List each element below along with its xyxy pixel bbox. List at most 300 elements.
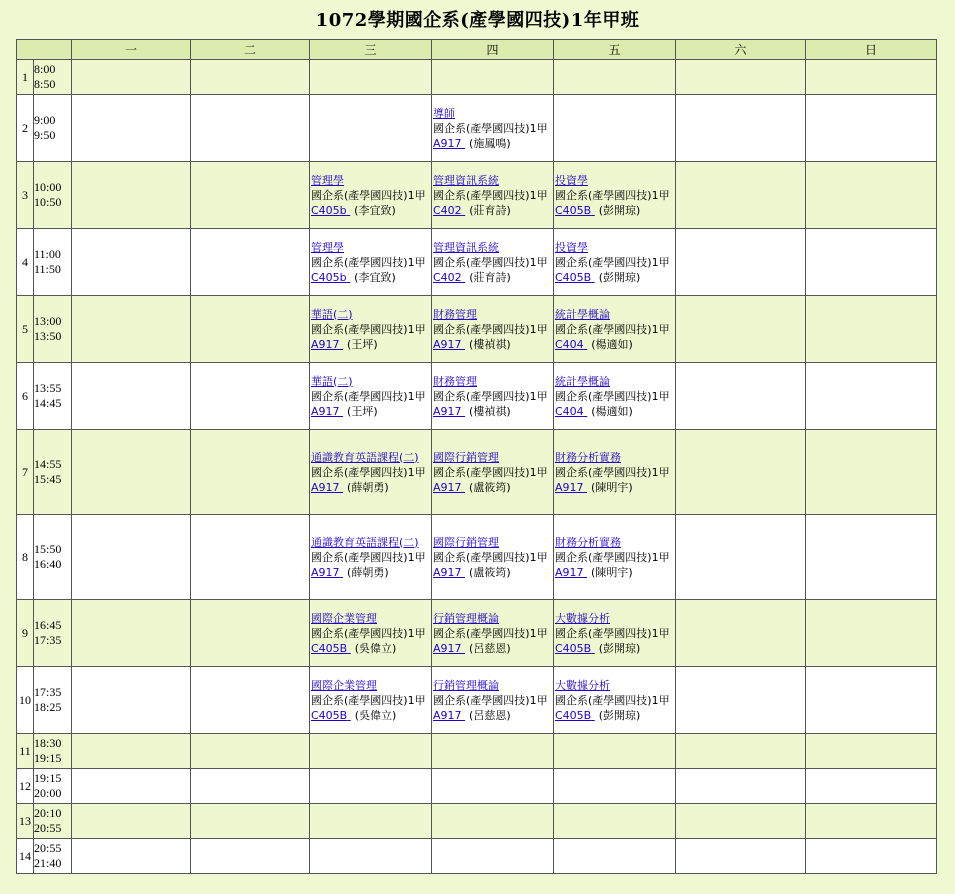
course-class: 國企系(產學國四技)1甲 — [433, 255, 548, 269]
room-link-trailing-space[interactable] — [462, 204, 466, 217]
slot-fri — [554, 769, 676, 804]
course-class: 國企系(產學國四技)1甲 — [311, 389, 426, 403]
course-name-link[interactable]: 華語(二) — [311, 374, 353, 388]
course-name-link[interactable]: 大數據分析 — [555, 611, 610, 625]
slot-wed — [310, 430, 432, 515]
period-end-time: 13:50 — [34, 329, 62, 343]
day-header-wed: 三 — [310, 40, 432, 60]
slot-mon — [72, 769, 191, 804]
slot-thu — [432, 600, 554, 667]
course-name-link[interactable]: 財務分析實務 — [555, 450, 621, 464]
period-start-time: 11:00 — [34, 247, 61, 261]
course-entry — [310, 374, 431, 419]
teacher-name: (莊育詩) — [469, 203, 511, 217]
teacher-name: (李宜致) — [354, 203, 396, 217]
course-name-link[interactable]: 管理資訊系統 — [433, 173, 499, 187]
room-teacher-line — [555, 270, 675, 285]
day-header-fri: 五 — [554, 40, 676, 60]
period-start-time: 9:00 — [34, 113, 56, 127]
period-row — [17, 162, 937, 229]
course-entry — [432, 173, 553, 218]
course-class: 國企系(產學國四技)1甲 — [555, 550, 670, 564]
room-link[interactable]: A917 — [433, 480, 462, 494]
slot-thu — [432, 95, 554, 162]
slot-tue — [191, 296, 310, 363]
course-name-link[interactable]: 國際行銷管理 — [433, 535, 499, 549]
slot-sun — [806, 430, 937, 515]
period-time — [34, 734, 72, 769]
course-entry — [310, 535, 431, 580]
slot-sun — [806, 769, 937, 804]
period-start-time: 8:00 — [34, 62, 56, 76]
room-link[interactable]: C405B — [555, 641, 592, 655]
room-link[interactable]: A917 — [555, 480, 584, 494]
page-title: 1072學期國企系(產學國四技)1年甲班 — [315, 10, 640, 31]
course-class: 國企系(產學國四技)1甲 — [555, 465, 670, 479]
course-class: 國企系(產學國四技)1甲 — [311, 322, 426, 336]
room-link-trailing-space[interactable] — [347, 204, 351, 217]
room-link[interactable]: C404 — [555, 404, 584, 418]
course-entry — [554, 307, 675, 352]
period-number: 2 — [17, 95, 34, 162]
teacher-name: (薛朝勇) — [347, 480, 389, 494]
slot-sat — [676, 600, 806, 667]
period-end-time: 15:45 — [34, 472, 62, 486]
room-teacher-line — [555, 337, 675, 352]
slot-mon — [72, 60, 191, 95]
slot-mon — [72, 363, 191, 430]
slot-tue — [191, 363, 310, 430]
period-time — [34, 95, 72, 162]
period-row — [17, 515, 937, 600]
slot-wed — [310, 769, 432, 804]
course-name-link[interactable]: 統計學概論 — [555, 307, 610, 321]
day-header-mon: 一 — [72, 40, 191, 60]
course-name-link[interactable]: 投資學 — [555, 240, 588, 254]
room-link[interactable]: C405B — [555, 708, 592, 722]
slot-sun — [806, 296, 937, 363]
period-row — [17, 229, 937, 296]
period-start-time: 16:45 — [34, 618, 62, 632]
slot-tue — [191, 804, 310, 839]
room-link-trailing-space[interactable] — [340, 566, 344, 579]
course-entry — [554, 374, 675, 419]
slot-sat — [676, 804, 806, 839]
room-link[interactable]: C405B — [311, 708, 348, 722]
slot-mon — [72, 804, 191, 839]
slot-wed — [310, 363, 432, 430]
room-link-trailing-space[interactable] — [340, 481, 344, 494]
period-start-time: 17:35 — [34, 685, 62, 699]
course-class: 國企系(產學國四技)1甲 — [555, 188, 670, 202]
room-teacher-line — [311, 337, 431, 352]
slot-sat — [676, 229, 806, 296]
room-link-trailing-space[interactable] — [584, 405, 588, 418]
room-teacher-line — [433, 136, 553, 151]
teacher-name: (莊育詩) — [469, 270, 511, 284]
slot-thu — [432, 430, 554, 515]
room-link[interactable]: A917 — [433, 337, 462, 351]
timetable-body — [17, 60, 937, 874]
slot-tue — [191, 162, 310, 229]
course-class: 國企系(產學國四技)1甲 — [555, 389, 670, 403]
room-link[interactable]: A917 — [433, 136, 462, 150]
room-link-trailing-space[interactable] — [462, 137, 466, 150]
room-link-trailing-space[interactable] — [591, 642, 595, 655]
teacher-name: (吳偉立) — [354, 641, 397, 655]
room-link[interactable]: A917 — [433, 565, 462, 579]
period-start-time: 14:55 — [34, 457, 62, 471]
slot-tue — [191, 229, 310, 296]
course-class: 國企系(產學國四技)1甲 — [311, 693, 426, 707]
period-start-time: 15:50 — [34, 542, 62, 556]
room-link-trailing-space[interactable] — [347, 271, 351, 284]
teacher-name: (呂慈恩) — [469, 641, 511, 655]
period-time — [34, 667, 72, 734]
room-teacher-line — [433, 708, 553, 723]
course-class: 國企系(產學國四技)1甲 — [433, 693, 548, 707]
period-end-time: 9:50 — [34, 128, 56, 142]
period-end-time: 10:50 — [34, 195, 62, 209]
slot-thu — [432, 229, 554, 296]
period-end-time: 14:45 — [34, 396, 62, 410]
slot-sat — [676, 515, 806, 600]
course-name-link[interactable]: 財務管理 — [433, 374, 477, 388]
course-name-link[interactable]: 國際企業管理 — [311, 611, 377, 625]
course-entry — [432, 535, 553, 580]
room-link[interactable]: C405B — [555, 270, 592, 284]
period-row — [17, 804, 937, 839]
course-name-link[interactable]: 大數據分析 — [555, 678, 610, 692]
period-time — [34, 839, 72, 874]
course-class: 國企系(產學國四技)1甲 — [433, 389, 548, 403]
course-class: 國企系(產學國四技)1甲 — [433, 121, 548, 135]
period-number: 6 — [17, 363, 34, 430]
period-number: 9 — [17, 600, 34, 667]
slot-sun — [806, 839, 937, 874]
period-end-time: 11:50 — [34, 262, 61, 276]
course-name-link[interactable]: 管理學 — [311, 240, 344, 254]
period-start-time: 18:30 — [34, 736, 62, 750]
teacher-name: (盧筱筠) — [469, 565, 511, 579]
teacher-name: (楊適如) — [591, 404, 633, 418]
room-link-trailing-space[interactable] — [584, 481, 588, 494]
room-link[interactable]: A917 — [311, 404, 340, 418]
course-entry — [310, 307, 431, 352]
room-link[interactable]: A917 — [433, 404, 462, 418]
period-row — [17, 839, 937, 874]
room-link-trailing-space[interactable] — [462, 405, 466, 418]
slot-thu — [432, 769, 554, 804]
slot-mon — [72, 430, 191, 515]
course-entry — [432, 307, 553, 352]
course-entry — [432, 240, 553, 285]
course-name-link[interactable]: 管理資訊系統 — [433, 240, 499, 254]
room-link-trailing-space[interactable] — [462, 566, 466, 579]
slot-fri — [554, 363, 676, 430]
room-link-trailing-space[interactable] — [591, 271, 595, 284]
course-entry — [554, 535, 675, 580]
room-teacher-line — [433, 337, 553, 352]
room-link[interactable]: C405b — [311, 270, 347, 284]
period-end-time: 20:00 — [34, 786, 62, 800]
slot-sun — [806, 162, 937, 229]
course-name-link[interactable]: 管理學 — [311, 173, 344, 187]
course-entry — [432, 374, 553, 419]
course-entry — [310, 678, 431, 723]
teacher-name: (王坪) — [347, 337, 378, 351]
room-teacher-line — [311, 404, 431, 419]
slot-mon — [72, 515, 191, 600]
course-class: 國企系(產學國四技)1甲 — [311, 626, 426, 640]
slot-thu — [432, 162, 554, 229]
course-class: 國企系(產學國四技)1甲 — [311, 465, 426, 479]
day-header-sat: 六 — [676, 40, 806, 60]
period-row — [17, 600, 937, 667]
slot-tue — [191, 734, 310, 769]
slot-sat — [676, 363, 806, 430]
slot-sat — [676, 734, 806, 769]
teacher-name: (王坪) — [347, 404, 378, 418]
period-row — [17, 769, 937, 804]
slot-tue — [191, 769, 310, 804]
teacher-name: (李宜致) — [354, 270, 396, 284]
slot-fri — [554, 95, 676, 162]
course-class: 國企系(產學國四技)1甲 — [433, 626, 548, 640]
room-link-trailing-space[interactable] — [347, 709, 351, 722]
room-link-trailing-space[interactable] — [462, 709, 466, 722]
room-link[interactable]: A917 — [433, 641, 462, 655]
room-teacher-line — [311, 480, 431, 495]
slot-mon — [72, 667, 191, 734]
slot-fri — [554, 600, 676, 667]
slot-wed — [310, 162, 432, 229]
room-link-trailing-space[interactable] — [462, 271, 466, 284]
slot-fri — [554, 734, 676, 769]
slot-fri — [554, 515, 676, 600]
slot-mon — [72, 600, 191, 667]
room-link[interactable]: A917 — [555, 565, 584, 579]
room-link-trailing-space[interactable] — [462, 338, 466, 351]
course-name-link[interactable]: 通識教育英語課程(二) — [311, 535, 419, 549]
course-name-link[interactable]: 國際行銷管理 — [433, 450, 499, 464]
course-name-link[interactable]: 行銷管理概論 — [433, 611, 499, 625]
slot-fri — [554, 162, 676, 229]
room-teacher-line — [433, 641, 553, 656]
slot-fri — [554, 667, 676, 734]
slot-fri — [554, 60, 676, 95]
course-entry — [432, 450, 553, 495]
slot-wed — [310, 95, 432, 162]
room-link-trailing-space[interactable] — [584, 338, 588, 351]
period-number: 7 — [17, 430, 34, 515]
course-class: 國企系(產學國四技)1甲 — [433, 188, 548, 202]
course-entry — [554, 240, 675, 285]
day-header-sun: 日 — [806, 40, 937, 60]
course-entry — [554, 678, 675, 723]
teacher-name: (彭開琼) — [598, 641, 641, 655]
slot-wed — [310, 515, 432, 600]
slot-tue — [191, 667, 310, 734]
course-class: 國企系(產學國四技)1甲 — [555, 693, 670, 707]
slot-tue — [191, 515, 310, 600]
corner-header — [17, 40, 72, 60]
period-time — [34, 430, 72, 515]
course-class: 國企系(產學國四技)1甲 — [433, 322, 548, 336]
period-number: 12 — [17, 769, 34, 804]
room-teacher-line — [433, 480, 553, 495]
slot-sat — [676, 430, 806, 515]
room-link-trailing-space[interactable] — [591, 709, 595, 722]
teacher-name: (盧筱筠) — [469, 480, 511, 494]
period-row — [17, 667, 937, 734]
slot-thu — [432, 839, 554, 874]
course-entry — [310, 611, 431, 656]
slot-thu — [432, 804, 554, 839]
teacher-name: (呂慈恩) — [469, 708, 511, 722]
course-name-link[interactable]: 財務管理 — [433, 307, 477, 321]
room-link-trailing-space[interactable] — [591, 204, 595, 217]
slot-tue — [191, 60, 310, 95]
room-link-trailing-space[interactable] — [584, 566, 588, 579]
slot-sat — [676, 60, 806, 95]
period-number: 1 — [17, 60, 34, 95]
slot-sat — [676, 667, 806, 734]
room-link-trailing-space[interactable] — [462, 642, 466, 655]
slot-sun — [806, 804, 937, 839]
day-header-thu: 四 — [432, 40, 554, 60]
slot-thu — [432, 734, 554, 769]
course-name-link[interactable]: 財務分析實務 — [555, 535, 621, 549]
room-link[interactable]: C405B — [555, 203, 592, 217]
slot-sun — [806, 60, 937, 95]
period-end-time: 8:50 — [34, 77, 56, 91]
slot-fri — [554, 296, 676, 363]
course-name-link[interactable]: 統計學概論 — [555, 374, 610, 388]
period-row — [17, 95, 937, 162]
slot-mon — [72, 839, 191, 874]
period-time — [34, 600, 72, 667]
slot-fri — [554, 229, 676, 296]
room-link[interactable]: A917 — [311, 480, 340, 494]
period-end-time: 20:55 — [34, 821, 62, 835]
slot-sun — [806, 229, 937, 296]
room-link-trailing-space[interactable] — [340, 338, 344, 351]
room-link[interactable]: C404 — [555, 337, 584, 351]
course-entry — [432, 106, 553, 151]
room-link[interactable]: C405b — [311, 203, 347, 217]
period-number: 8 — [17, 515, 34, 600]
period-time — [34, 60, 72, 95]
day-header-row — [17, 40, 937, 60]
room-link[interactable]: A917 — [311, 565, 340, 579]
slot-sat — [676, 95, 806, 162]
period-time — [34, 162, 72, 229]
course-class: 國企系(產學國四技)1甲 — [555, 255, 670, 269]
course-entry — [310, 173, 431, 218]
period-start-time: 20:55 — [34, 841, 62, 855]
course-class: 國企系(產學國四技)1甲 — [433, 465, 548, 479]
room-teacher-line — [311, 270, 431, 285]
teacher-name: (陳明宇) — [591, 565, 633, 579]
slot-wed — [310, 804, 432, 839]
slot-sun — [806, 515, 937, 600]
slot-wed — [310, 839, 432, 874]
teacher-name: (吳偉立) — [354, 708, 397, 722]
period-end-time: 16:40 — [34, 557, 62, 571]
slot-tue — [191, 95, 310, 162]
course-class: 國企系(產學國四技)1甲 — [433, 550, 548, 564]
period-time — [34, 769, 72, 804]
period-row — [17, 296, 937, 363]
course-name-link[interactable]: 行銷管理概論 — [433, 678, 499, 692]
room-teacher-line — [555, 203, 675, 218]
period-end-time: 17:35 — [34, 633, 62, 647]
room-link[interactable]: C402 — [433, 203, 462, 217]
period-row — [17, 430, 937, 515]
day-header-tue: 二 — [191, 40, 310, 60]
period-row — [17, 60, 937, 95]
slot-thu — [432, 296, 554, 363]
slot-wed — [310, 60, 432, 95]
slot-wed — [310, 667, 432, 734]
slot-sun — [806, 363, 937, 430]
slot-thu — [432, 667, 554, 734]
course-entry — [310, 450, 431, 495]
period-number: 10 — [17, 667, 34, 734]
period-row — [17, 363, 937, 430]
course-name-link[interactable]: 國際企業管理 — [311, 678, 377, 692]
room-link[interactable]: C402 — [433, 270, 462, 284]
period-end-time: 19:15 — [34, 751, 62, 765]
course-name-link[interactable]: 華語(二) — [311, 307, 353, 321]
period-time — [34, 363, 72, 430]
course-entry — [432, 678, 553, 723]
room-link-trailing-space[interactable] — [347, 642, 351, 655]
slot-fri — [554, 839, 676, 874]
course-name-link[interactable]: 通識教育英語課程(二) — [311, 450, 419, 464]
course-name-link[interactable]: 導師 — [433, 106, 455, 120]
course-class: 國企系(產學國四技)1甲 — [555, 626, 670, 640]
room-teacher-line — [433, 565, 553, 580]
slot-sun — [806, 600, 937, 667]
room-link[interactable]: A917 — [311, 337, 340, 351]
room-link-trailing-space[interactable] — [462, 481, 466, 494]
slot-tue — [191, 839, 310, 874]
period-start-time: 19:15 — [34, 771, 62, 785]
room-link[interactable]: C405B — [311, 641, 348, 655]
course-class: 國企系(產學國四技)1甲 — [311, 550, 426, 564]
course-entry — [554, 450, 675, 495]
period-number: 14 — [17, 839, 34, 874]
room-teacher-line — [555, 480, 675, 495]
teacher-name: (彭開琼) — [598, 270, 641, 284]
room-link-trailing-space[interactable] — [340, 405, 344, 418]
period-start-time: 10:00 — [34, 180, 62, 194]
slot-tue — [191, 600, 310, 667]
period-number: 5 — [17, 296, 34, 363]
period-end-time: 21:40 — [34, 856, 62, 870]
slot-mon — [72, 95, 191, 162]
period-start-time: 13:55 — [34, 381, 62, 395]
slot-thu — [432, 515, 554, 600]
slot-sat — [676, 769, 806, 804]
room-link[interactable]: A917 — [433, 708, 462, 722]
room-teacher-line — [555, 404, 675, 419]
slot-sun — [806, 734, 937, 769]
period-start-time: 13:00 — [34, 314, 62, 328]
course-name-link[interactable]: 投資學 — [555, 173, 588, 187]
